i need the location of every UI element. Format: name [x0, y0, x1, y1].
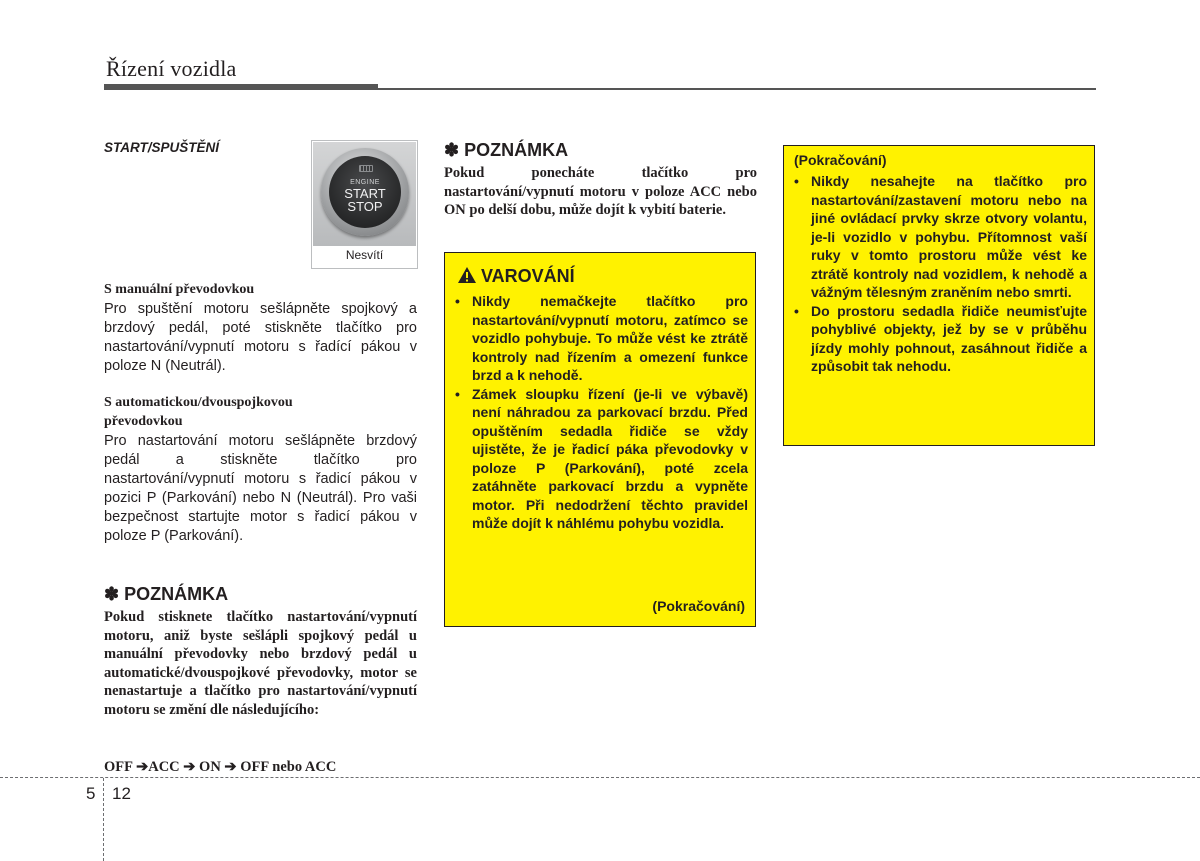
note-heading-left: ✽ POZNÁMKA	[104, 584, 229, 604]
warning-continued-label: (Pokračování)	[652, 598, 745, 614]
warning-box	[444, 252, 756, 627]
section-heading-start: START/SPUŠTĚNÍ	[104, 140, 220, 155]
engine-start-button-image	[313, 142, 416, 246]
note-text-middle: Pokud ponecháte tlačítko pro nastartování/vypnutí motoru v poloze ACC nebo ON po delší dobu, může dojít k vybití baterie.	[444, 165, 757, 218]
continuation-item-text: Do prostoru sedadla řidiče neumisťujte pohyblivé objekty, jež by se v průběhu jízdy mohly pohnout, zasáhnout řidiče a způsobit tak nehodu.	[811, 302, 1087, 374]
manual-transmission-heading: S manuální převodovkou	[104, 282, 255, 297]
indicator-light-icon	[359, 165, 373, 172]
button-face	[329, 156, 401, 228]
note-text-left: Pokud stisknete tlačítko nastartování/vypnutí motoru, aniž byste sešlápli spojkový pedál u manuální převodovky nebo brzdový pedál u automatické/dvouspojkové převodovky, motor se nenastartuje a tlačítko pro nastartování/vypnutí motoru se změní dle následujícího:	[104, 609, 417, 718]
warning-heading	[457, 266, 575, 287]
automatic-transmission-heading: S automatickou/dvouspojkovou převodovkou	[104, 395, 293, 429]
button-label-start: START	[344, 186, 386, 201]
continuation-item-text: Nikdy nesahejte na tlačítko pro nastartování/zastavení motoru nebo na jiné ovládací prvky skrze otvory volantu, je-li vozidlo v pohybu. Přítomnost vaší ruky v tomto prostoru může vést ke ztrátě kontroly nad vozidlem, k nehodě a vážným tělesným zraněním nebo smrti.	[811, 173, 1087, 300]
continuation-item: • Do prostoru sedadla řidiče neumisťujte pohyblivé objekty, jež by se v průběhu jízdy mohly pohnout, zasáhnout řidiče a způsobit tak nehodu.	[794, 302, 1087, 374]
mode-sequence: OFF ➔ACC ➔ ON ➔ OFF nebo ACC	[104, 759, 337, 775]
automatic-transmission-text: Pro nastartování motoru sešlápněte brzdový pedál a stiskněte tlačítko pro nastartování/vypnutí motoru s řadicí pákou v pozici P (Parkování) nebo N (Neutrál). Pro vaši bezpečnost startujte motor s řadicí pákou v poloze P (Parkování).	[104, 433, 417, 544]
continuation-title: (Pokračování)	[794, 152, 887, 168]
chapter-number: 5	[86, 784, 96, 803]
manual-transmission-text: Pro spuštění motoru sešlápněte spojkový a brzdový pedál, poté stiskněte tlačítko pro nastartování/vypnutí motoru s řadící pákou v poloze N (Neutrál).	[104, 301, 417, 374]
button-bezel	[321, 148, 409, 236]
continuation-item: • Nikdy nesahejte na tlačítko pro nastartování/zastavení motoru nebo na jiné ovládací prvky skrze otvory volantu, je-li vozidlo v pohybu. Přítomnost vaší ruky v tomto prostoru může vést ke ztrátě kontroly nad vozidlem, k nehodě a vážným tělesným zraněním nebo smrti.	[794, 173, 1087, 300]
footer-rule	[0, 777, 1200, 778]
page-title: Řízení vozidla	[106, 56, 237, 81]
button-label-stop: STOP	[347, 199, 383, 214]
figure-caption: Nesvítí	[345, 248, 384, 262]
warning-item: • Nikdy nemačkejte tlačítko pro nastartování/vypnutí motoru, zatímco se vozidlo pohybuje. To může vést ke ztrátě kontroly nad řízením a omezení funkce brzd a k nehodě.	[455, 293, 748, 383]
engine-start-button-figure	[311, 140, 418, 269]
footer-divider	[103, 778, 104, 861]
warning-triangle-icon	[457, 266, 477, 284]
note-heading-middle: ✽ POZNÁMKA	[444, 140, 569, 160]
warning-item-text: Nikdy nemačkejte tlačítko pro nastartování/vypnutí motoru, zatímco se vozidlo pohybuje. To může vést ke ztrátě kontroly nad řízením a omezení funkce brzd a k nehodě.	[472, 293, 748, 383]
warning-list	[454, 292, 748, 533]
page-number: 12	[112, 784, 131, 803]
button-label-engine: ENGINE	[350, 179, 380, 186]
warning-item-text: Zámek sloupku řízení (je-li ve výbavě) není náhradou za parkovací brzdu. Před opuštěním sedadla řidiče se vždy ujistěte, že je řadicí páka převodovky v poloze P (Parkování), poté zcela zatáhněte parkovací brzdu a vypněte motor. Při nedodržení těchto pravidel může dojít k náhlému pohybu vozidla.	[472, 385, 748, 531]
continuation-list	[793, 172, 1087, 376]
warning-item: • Zámek sloupku řízení (je-li ve výbavě) není náhradou za parkovací brzdu. Před opuštěním sedadla řidiče se vždy ujistěte, že je řadicí páka převodovky v poloze P (Parkování), poté zcela zatáhněte parkovací brzdu a vypněte motor. Při nedodržení těchto pravidel může dojít k náhlému pohybu vozidla.	[455, 385, 748, 531]
header-rule	[104, 88, 1096, 90]
warning-title: VAROVÁNÍ	[481, 266, 575, 286]
warning-continuation-box	[783, 145, 1095, 446]
